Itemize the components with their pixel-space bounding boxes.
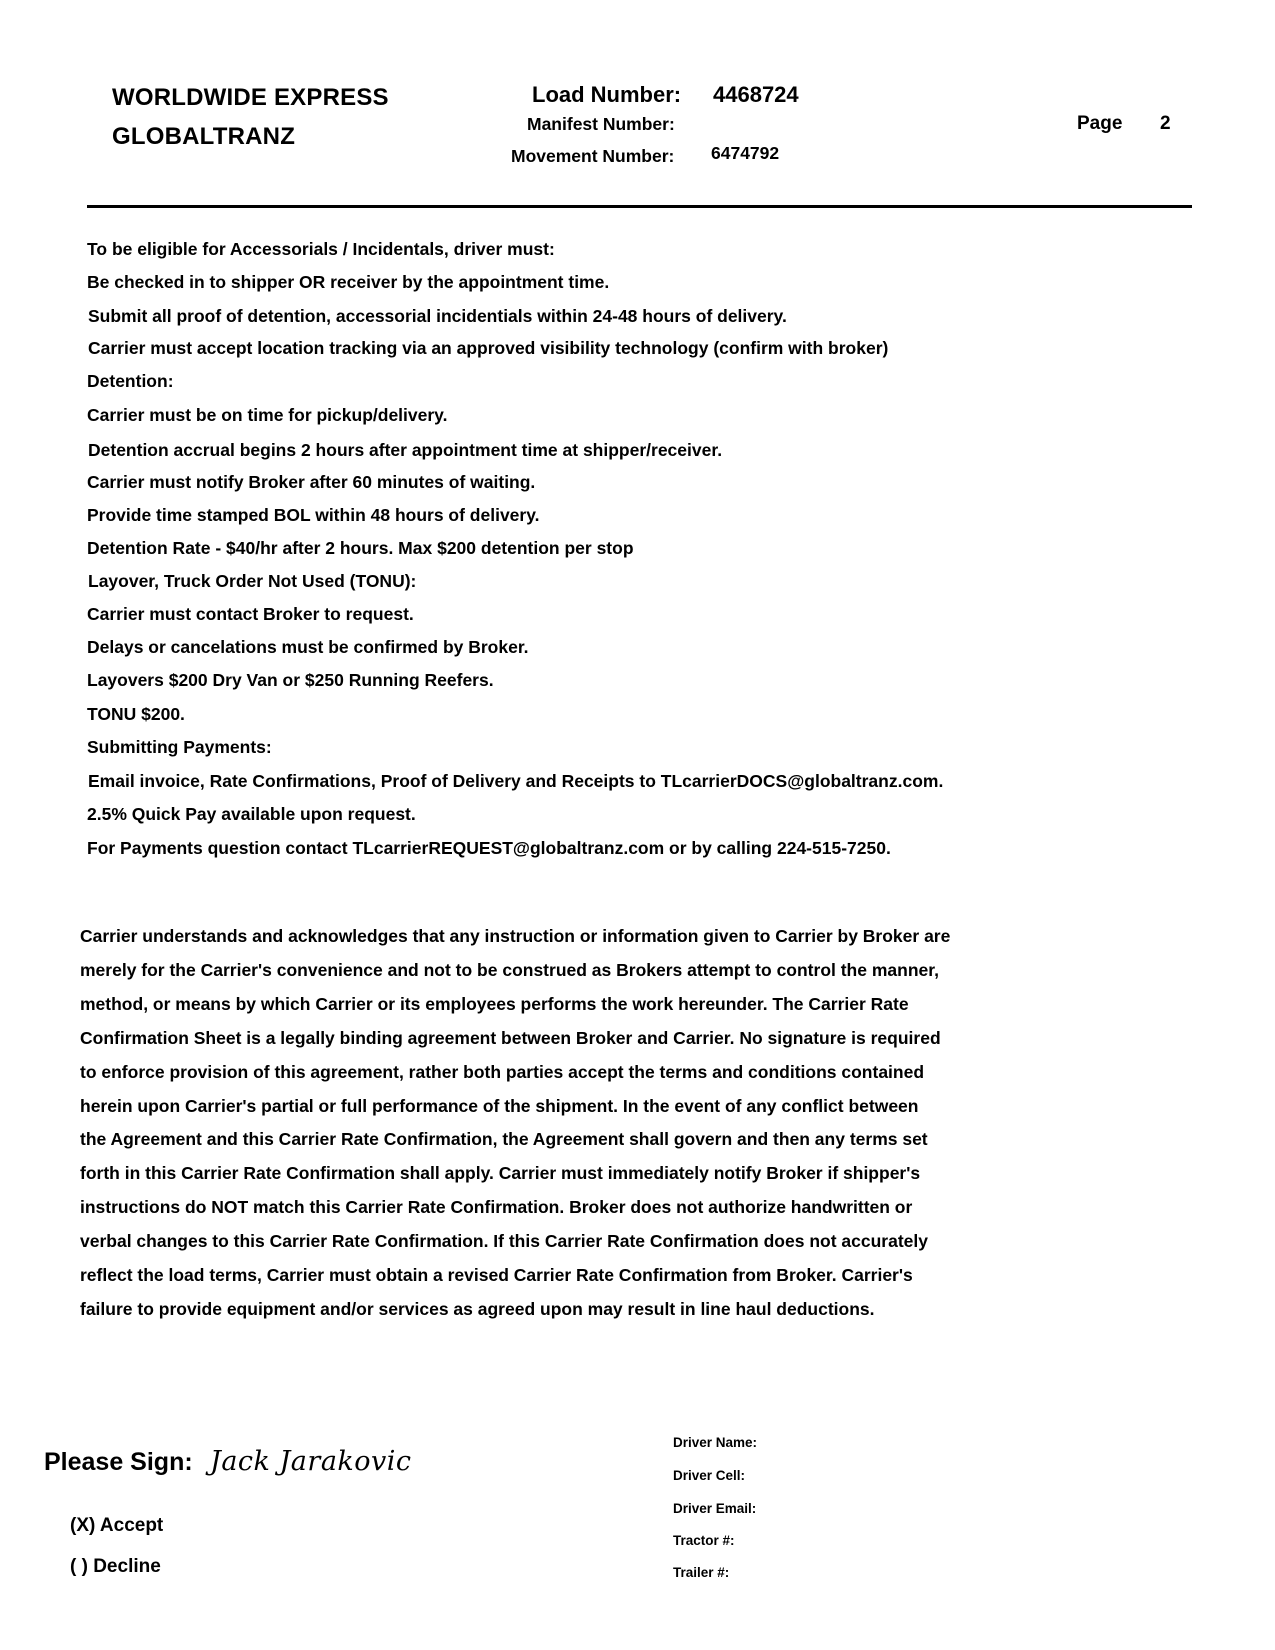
terms-line: For Payments question contact TLcarrierREQUEST@globaltranz.com or by calling 224-515-7250. <box>87 838 891 858</box>
header-divider <box>87 205 1192 208</box>
terms-line: To be eligible for Accessorials / Incidentals, driver must: <box>87 239 555 259</box>
manifest-number-label: Manifest Number: <box>527 114 675 134</box>
agreement-line: forth in this Carrier Rate Confirmation shall apply. Carrier must immediately notify Broker if shipper's <box>80 1163 921 1184</box>
agreement-line: instructions do NOT match this Carrier Rate Confirmation. Broker does not authorize handwritten or <box>80 1197 913 1218</box>
terms-line: Carrier must accept location tracking via an approved visibility technology (confirm with broker) <box>88 338 889 358</box>
terms-line: Email invoice, Rate Confirmations, Proof of Delivery and Receipts to TLcarrierDOCS@globaltranz.com. <box>88 771 944 791</box>
driver-cell-label: Driver Cell: <box>673 1468 746 1483</box>
movement-number-label: Movement Number: <box>511 146 675 166</box>
terms-line: Carrier must be on time for pickup/delivery. <box>87 405 448 425</box>
accept-option[interactable]: (X) Accept <box>70 1515 164 1536</box>
company-name-line1: WORLDWIDE EXPRESS <box>112 84 389 111</box>
terms-line: Be checked in to shipper OR receiver by the appointment time. <box>87 272 610 292</box>
terms-line: Submit all proof of detention, accessorial incidentials within 24-48 hours of delivery. <box>88 306 787 326</box>
terms-line: Submitting Payments: <box>87 737 272 757</box>
terms-line: Detention Rate - $40/hr after 2 hours. Max $200 detention per stop <box>87 538 634 558</box>
terms-line: 2.5% Quick Pay available upon request. <box>87 804 416 824</box>
agreement-line: failure to provide equipment and/or services as agreed upon may result in line haul deductions. <box>80 1298 875 1319</box>
company-name-line2: GLOBALTRANZ <box>112 123 296 150</box>
agreement-line: herein upon Carrier's partial or full performance of the shipment. In the event of any conflict between <box>80 1095 919 1116</box>
tractor-label: Tractor #: <box>673 1533 735 1548</box>
decline-option[interactable]: ( ) Decline <box>70 1556 161 1577</box>
agreement-paragraph <box>80 920 1180 1327</box>
page-label: Page <box>1077 113 1123 134</box>
agreement-line: the Agreement and this Carrier Rate Confirmation, the Agreement shall govern and then any terms set <box>80 1129 928 1150</box>
please-sign-label: Please Sign: <box>44 1448 193 1476</box>
terms-line: Layovers $200 Dry Van or $250 Running Reefers. <box>87 670 494 690</box>
agreement-line: merely for the Carrier's convenience and not to be construed as Brokers attempt to control the manner, <box>80 959 939 980</box>
signature: Jack Jarakovic <box>210 1446 412 1477</box>
load-number-label: Load Number: <box>532 82 682 107</box>
terms-line: Delays or cancelations must be confirmed by Broker. <box>87 637 529 657</box>
load-number-value: 4468724 <box>713 82 799 107</box>
terms-line: TONU $200. <box>87 704 185 724</box>
terms-line: Provide time stamped BOL within 48 hours of delivery. <box>87 505 540 525</box>
driver-email-label: Driver Email: <box>673 1501 757 1516</box>
driver-name-label: Driver Name: <box>673 1435 758 1450</box>
movement-number-value: 6474792 <box>711 143 780 163</box>
terms-line: Detention accrual begins 2 hours after appointment time at shipper/receiver. <box>88 440 723 460</box>
agreement-line: verbal changes to this Carrier Rate Confirmation. If this Carrier Rate Confirmation does not accurately <box>80 1231 928 1252</box>
terms-line: Layover, Truck Order Not Used (TONU): <box>88 571 417 591</box>
page-number: 2 <box>1160 113 1171 134</box>
agreement-line: reflect the load terms, Carrier must obtain a revised Carrier Rate Confirmation from Broker. Carrier's <box>80 1265 913 1286</box>
agreement-line: Confirmation Sheet is a legally binding agreement between Broker and Carrier. No signature is required <box>80 1027 941 1048</box>
terms-line: Carrier must contact Broker to request. <box>87 604 414 624</box>
agreement-line: to enforce provision of this agreement, rather both parties accept the terms and conditions contained <box>80 1061 925 1082</box>
terms-line: Carrier must notify Broker after 60 minutes of waiting. <box>87 472 536 492</box>
trailer-label: Trailer #: <box>673 1565 730 1580</box>
agreement-line: Carrier understands and acknowledges that any instruction or information given to Carrier by Broker are <box>80 926 951 946</box>
agreement-line: method, or means by which Carrier or its employees performs the work hereunder. The Carrier Rate <box>80 993 909 1014</box>
terms-line: Detention: <box>87 371 174 391</box>
